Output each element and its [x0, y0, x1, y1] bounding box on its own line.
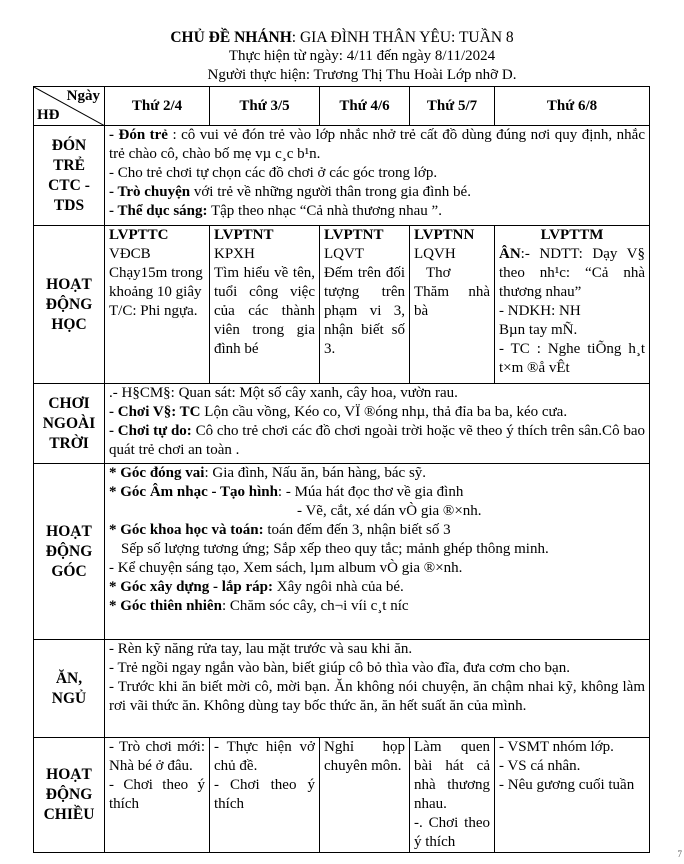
page-header: [0, 28, 684, 85]
row-an-ngu: [34, 640, 650, 738]
row-choi-ngoai-troi: [34, 384, 650, 464]
day-header-thu: Thứ 5/7: [410, 87, 495, 126]
row-label-hoat-dong-hoc: HOẠT ĐỘNG HỌC: [34, 226, 105, 384]
hoc-fri: LVPTTM ÂN:- NDTT: Dạy V§ theo nh¹c: “Cả nhà thương nhau” - NDKH: NH Bµn tay mÑ. - TC : Nghe tiÕng h¸t t×m ®å vÊt: [495, 226, 650, 384]
hoc-tue: LVPTNT KPXH Tìm hiểu về tên, tuổi công việc của các thành viên trong gia đình bé: [210, 226, 320, 384]
topic-title: CHỦ ĐỀ NHÁNH: GIA ĐÌNH THÂN YÊU: TUẦN 8: [170, 29, 514, 46]
choi-ngoai-troi-content: .- H§CM§: Quan sát: Một số cây xanh, cây hoa, vườn rau. - Chơi V§: TC Lộn cầu vồng, Kéo co, VÏ ®óng nhµ, thả đỉa ba ba, kéo cưa. - Chơi tự do: Cô cho trẻ chơi các đồ chơi ngoài trời hoặc vẽ theo ý thích trên sân.Cô bao quát trẻ chơi an toàn .: [105, 384, 650, 464]
day-header-wed: Thứ 4/6: [320, 87, 410, 126]
corner-label-day: Ngày: [66, 88, 100, 104]
row-label-hoat-dong-chieu: HOẠT ĐỘNG CHIỀU: [34, 738, 105, 853]
hoc-mon: LVPTTC VĐCB Chạy15m trong khoảng 10 giây T/C: Phi ngựa.: [105, 226, 210, 384]
teacher-info: Người thực hiện: Trương Thị Thu Hoài Lớp nhỡ D.: [207, 67, 517, 83]
chieu-mon: - Trò chơi mới: Nhà bé ở đâu. - Chơi theo ý thích: [105, 738, 210, 853]
row-label-choi-ngoai-troi: CHƠI NGOÀI TRỜI: [34, 384, 105, 464]
don-tre-content: - Đón trẻ : cô vui vẻ đón trẻ vào lớp nhắc nhở trẻ cất đồ dùng đúng nơi quy định, nhắc trẻ chào cô, chào bố mẹ vµ c¸c b¹n. - Cho trẻ chơi tự chọn các đồ chơi ở các góc trong lớp. - Trò chuyện với trẻ về những người thân trong gia đình bé. - Thể dục sáng: Tập theo nhạc “Cả nhà thương nhau ”.: [105, 126, 650, 226]
day-header-tue: Thứ 3/5: [210, 87, 320, 126]
an-ngu-content: - Rèn kỹ năng rửa tay, lau mặt trước và sau khi ăn. - Trẻ ngồi ngay ngắn vào bàn, biết giúp cô bỏ thìa vào đĩa, đưa cơm cho bạn. - Trước khi ăn biết mời cô, mời bạn. Ăn không nói chuyện, ăn chậm nhai kỹ, không làm rơi vãi thức ăn. Không dùng tay bốc thức ăn, ăn hết suất ăn của mình.: [105, 640, 650, 738]
chieu-thu: Làm quen bài hát cả nhà thương nhau. -. Chơi theo ý thích: [410, 738, 495, 853]
chieu-fri: - VSMT nhóm lớp. - VS cá nhân. - Nêu gương cuối tuần: [495, 738, 650, 853]
chieu-tue: - Thực hiện vở chủ đề. - Chơi theo ý thích: [210, 738, 320, 853]
corner-cell: [34, 87, 105, 126]
hoat-dong-goc-content: * Góc đóng vai: Gia đình, Nấu ăn, bán hàng, bác sỹ. * Góc Âm nhạc - Tạo hình: - Múa hát đọc thơ về gia đình - Vẽ, cắt, xé dán vÒ gia ®×nh. * Góc khoa học và toán: toán đếm đến 3, nhận biết số 3 Sếp số lượng tương ứng; Sắp xếp theo quy tắc; mảnh ghép thông minh. - Kể chuyện sáng tạo, Xem sách, lµm album vÒ gia ®×nh. * Góc xây dựng - lắp ráp: Xây ngôi nhà của bé. * Góc thiên nhiên: Chăm sóc cây, ch¬i víi c¸t níc: [105, 464, 650, 640]
row-hoat-dong-chieu: [34, 738, 650, 853]
hoc-thu: LVPTNN LQVH Thơ Thăm nhà bà: [410, 226, 495, 384]
row-label-don-tre: ĐÓN TRẺ CTC - TDS: [34, 126, 105, 226]
row-label-an-ngu: ĂN, NGỦ: [34, 640, 105, 738]
hoc-wed: LVPTNT LQVT Đếm trên đối tượng trên phạm vi 3, nhận biết số 3.: [320, 226, 410, 384]
chieu-wed: Nghỉ họp chuyên môn.: [320, 738, 410, 853]
row-label-hoat-dong-goc: HOẠT ĐỘNG GÓC: [34, 464, 105, 640]
row-don-tre: [34, 126, 650, 226]
day-header-mon: Thứ 2/4: [105, 87, 210, 126]
date-range: Thực hiện từ ngày: 4/11 đến ngày 8/11/2024: [228, 48, 496, 64]
row-hoat-dong-hoc: [34, 226, 650, 384]
corner-label-activity: HĐ: [37, 107, 60, 123]
row-hoat-dong-goc: [34, 464, 650, 640]
page-number: 7: [677, 849, 682, 859]
table-header-row: [34, 87, 650, 126]
day-header-fri: Thứ 6/8: [495, 87, 650, 126]
weekly-plan-table: [33, 86, 650, 853]
